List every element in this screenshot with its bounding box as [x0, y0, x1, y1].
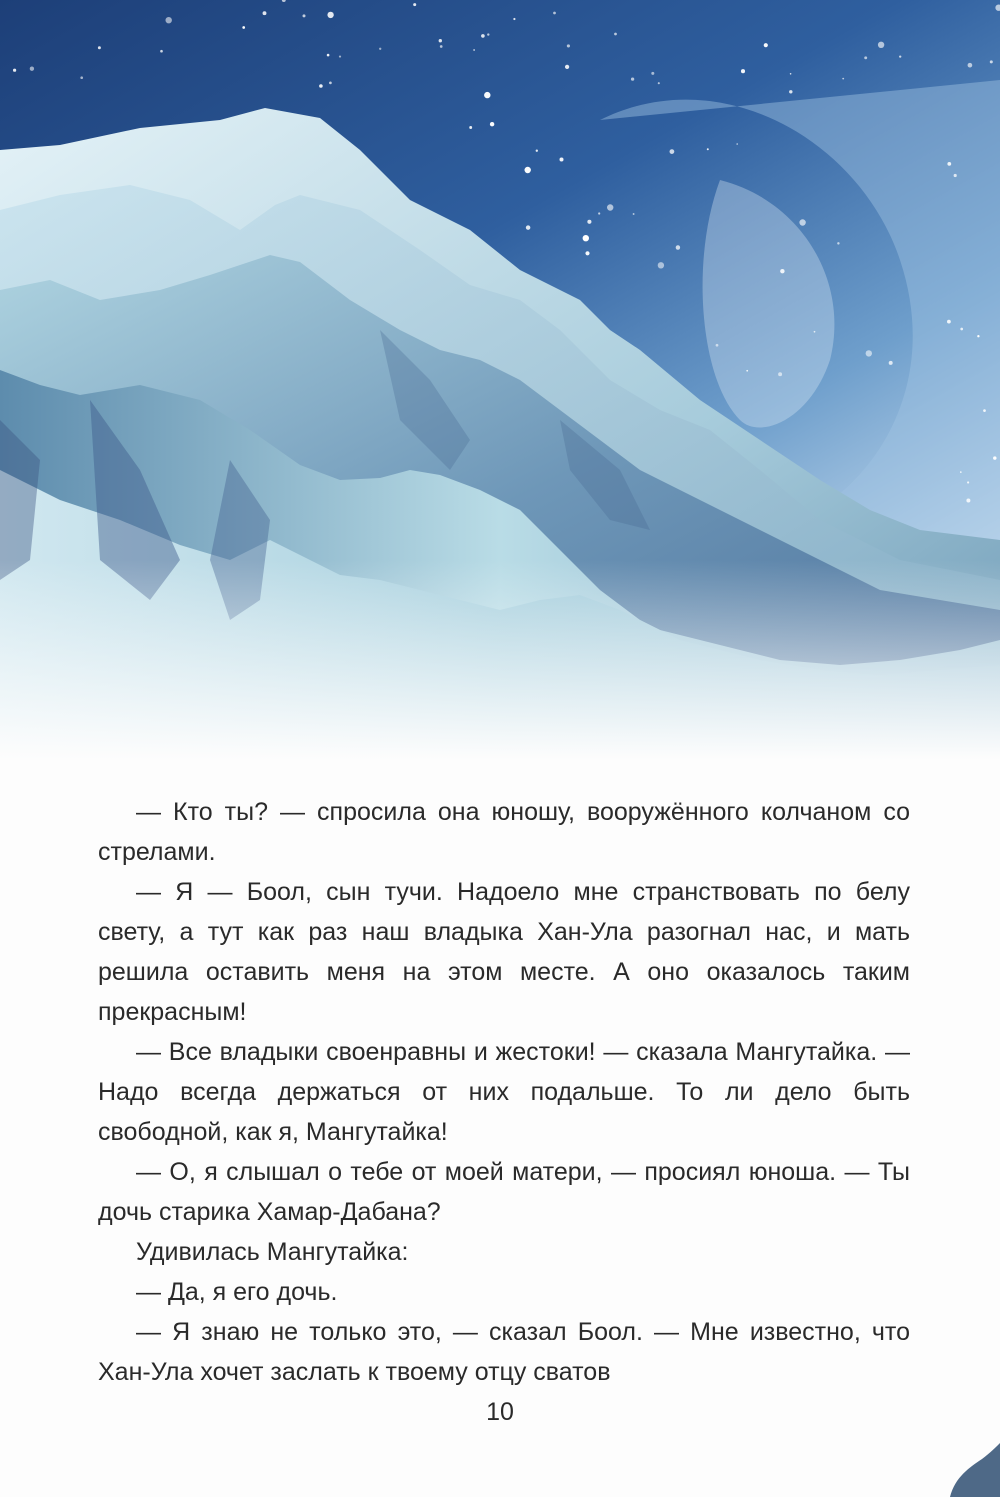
star [327, 54, 330, 57]
star [487, 33, 489, 35]
star [864, 56, 867, 59]
star [954, 174, 957, 177]
star [960, 471, 962, 473]
star [80, 76, 83, 79]
star [526, 225, 530, 229]
star [303, 14, 306, 17]
story-paragraph: — Да, я его дочь. [136, 1278, 338, 1306]
star [242, 26, 245, 29]
star [960, 328, 963, 331]
star [746, 370, 748, 372]
story-paragraph: Удивилась Мангутайка: [136, 1238, 409, 1266]
star [98, 46, 101, 49]
star [565, 65, 569, 69]
star [736, 143, 738, 145]
star [741, 69, 745, 73]
star [993, 456, 996, 459]
star [947, 162, 951, 166]
star [614, 33, 617, 36]
star [633, 213, 635, 215]
star [789, 90, 792, 93]
star [160, 50, 163, 53]
star [814, 331, 816, 333]
story-paragraph: — О, я слышал о тебе от моей матери, — просиял юноша. — Ты дочь старика Хамар-Дабана? [98, 1158, 910, 1226]
star [490, 122, 494, 126]
star [837, 242, 839, 244]
star [866, 350, 872, 356]
star [339, 56, 341, 58]
star [842, 78, 844, 80]
star [878, 42, 884, 48]
star [967, 481, 969, 483]
star [658, 82, 660, 84]
star [790, 73, 792, 75]
corner-ink-blot [920, 1437, 1000, 1497]
star [585, 251, 589, 255]
star [583, 235, 589, 241]
star [166, 17, 172, 23]
star [553, 12, 556, 15]
star [966, 499, 970, 503]
star [658, 262, 664, 268]
star [707, 148, 709, 150]
star [513, 18, 515, 20]
star [560, 158, 564, 162]
star [780, 269, 784, 273]
star [977, 335, 979, 337]
star [481, 34, 485, 38]
star [899, 55, 901, 57]
star [413, 3, 416, 6]
star [473, 49, 475, 51]
star [327, 12, 333, 18]
star [536, 150, 538, 152]
star [440, 45, 443, 48]
paper-fade [0, 560, 1000, 760]
star [484, 92, 490, 98]
page-number: 10 [486, 1398, 514, 1426]
star [30, 67, 34, 71]
star [676, 245, 680, 249]
star [889, 361, 893, 365]
star [764, 43, 768, 47]
star [631, 77, 634, 80]
star [968, 63, 973, 68]
star [319, 84, 323, 88]
star [13, 69, 16, 72]
star [525, 167, 531, 173]
star [778, 372, 782, 376]
star [379, 48, 381, 50]
story-paragraph: — Кто ты? — спросила она юношу, вооружённого колчаном со стрелами. [98, 798, 910, 866]
star [799, 219, 805, 225]
star [439, 39, 442, 42]
story-paragraph: — Я — Боол, сын тучи. Надоело мне странствовать по белу свету, а тут как раз наш владыка Хан-Ула разогнал нас, и мать решила оставить меня на этом месте. А оно оказалось таким прекрасным! [98, 878, 910, 1026]
star [469, 126, 472, 129]
story-text [98, 792, 910, 1392]
star [947, 320, 951, 324]
star [607, 204, 613, 210]
star [329, 82, 332, 85]
star [990, 60, 993, 63]
star [587, 220, 591, 224]
star [716, 344, 719, 347]
story-paragraph: — Все владыки своенравны и жестоки! — сказала Мангутайка. — Надо всегда держаться от них подальше. То ли дело быть свободной, как я, Мангутайка! [98, 1038, 910, 1146]
star [983, 409, 986, 412]
star [598, 212, 600, 214]
story-paragraph: — Я знаю не только это, — сказал Боол. — Мне известно, что Хан-Ула хочет заслать к твоему отцу сватов [98, 1318, 910, 1386]
star [263, 11, 267, 15]
star [567, 44, 570, 47]
star [670, 149, 675, 154]
star [651, 72, 654, 75]
